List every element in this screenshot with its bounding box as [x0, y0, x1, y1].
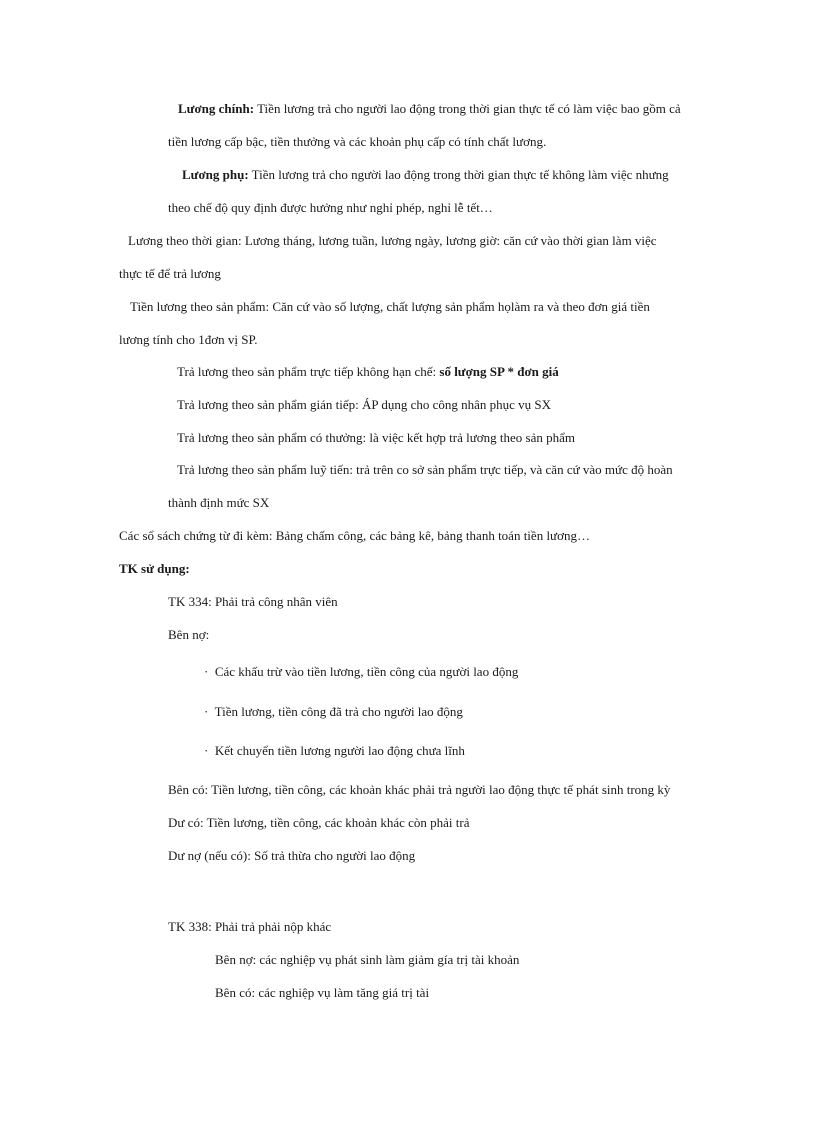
luong-chinh-line-1: Lương chính: Tiền lương trả cho người lao động trong thời gian thực tế có làm việc bao gồm cả [178, 101, 681, 116]
luong-phu-label: Lương phụ: [182, 167, 249, 182]
bullet-icon: · [204, 664, 209, 679]
tk338-ben-co: Bên có: các nghiệp vụ làm tăng giá trị tài [215, 985, 430, 1000]
gian-tiep-line: Trả lương theo sản phẩm gián tiếp: ÁP dụng cho công nhân phục vụ SX [177, 397, 552, 412]
luong-chinh-line-2: tiền lương cấp bậc, tiền thưởng và các khoản phụ cấp có tính chất lương. [168, 134, 547, 149]
tk334-ben-no: Bên nợ: [168, 627, 210, 642]
luong-phu-line-2: theo chế độ quy định được hưởng như nghỉ phép, nghỉ lễ tết… [168, 200, 493, 215]
theo-san-pham-line-2: lương tính cho 1đơn vị SP. [119, 332, 258, 347]
luy-tien-line-2: thành định mức SX [168, 495, 270, 510]
theo-thoi-gian-line-2: thực tế để trả lương [119, 266, 221, 281]
theo-thoi-gian-line-1: Lương theo thời gian: Lương tháng, lương tuần, lương ngày, lương giờ: căn cứ vào thời gian làm việc [128, 233, 657, 248]
luong-phu-line-1: Lương phụ: Tiền lương trả cho người lao động trong thời gian thực tế không làm việc nhưng [182, 167, 669, 182]
tk334-du-co: Dư có: Tiền lương, tiền công, các khoản khác còn phải trả [168, 815, 470, 830]
bullet-icon: · [204, 704, 209, 719]
tk338-ben-no: Bên nợ: các nghiệp vụ phát sinh làm giảm gía trị tài khoản [215, 952, 520, 967]
tk334-title: TK 334: Phải trả công nhân viên [168, 594, 338, 609]
tk334-item-2: · Tiền lương, tiền công đã trả cho người lao động [204, 704, 463, 719]
tk334-item-3: · Kết chuyển tiền lương người lao động chưa lĩnh [204, 743, 465, 758]
tk334-du-no: Dư nợ (nếu có): Số trả thừa cho người lao động [168, 848, 416, 863]
tk338-title: TK 338: Phải trả phải nộp khác [168, 919, 332, 934]
luong-chinh-label: Lương chính: [178, 101, 255, 116]
theo-san-pham-line-1: Tiền lương theo sản phẩm: Căn cứ vào số lượng, chất lượng sản phẩm họlàm ra và theo đơn giá tiền [130, 299, 650, 314]
truc-tiep-formula: số lượng SP * đơn giá [439, 364, 559, 379]
truc-tiep-line: Trả lương theo sản phẩm trực tiếp không hạn chế: số lượng SP * đơn giá [177, 364, 559, 379]
bullet-icon: · [204, 743, 209, 758]
so-sach-line: Các sổ sách chứng từ đi kèm: Bảng chấm công, các bảng kê, bảng thanh toán tiền lương… [119, 528, 590, 543]
tk-su-dung-heading: TK sử dụng: [119, 561, 190, 576]
luy-tien-line-1: Trả lương theo sản phẩm luỹ tiến: trả trên co sở sản phẩm trực tiếp, và căn cứ vào mức độ hoàn [177, 462, 673, 477]
tk334-ben-co: Bên có: Tiền lương, tiền công, các khoản khác phải trả người lao động thực tế phát sinh trong kỳ [168, 782, 671, 797]
co-thuong-line: Trả lương theo sản phẩm có thưởng: là việc kết hợp trả lương theo sản phẩm [177, 430, 575, 445]
tk334-item-1: · Các khấu trừ vào tiền lương, tiền công của người lao động [204, 664, 519, 679]
